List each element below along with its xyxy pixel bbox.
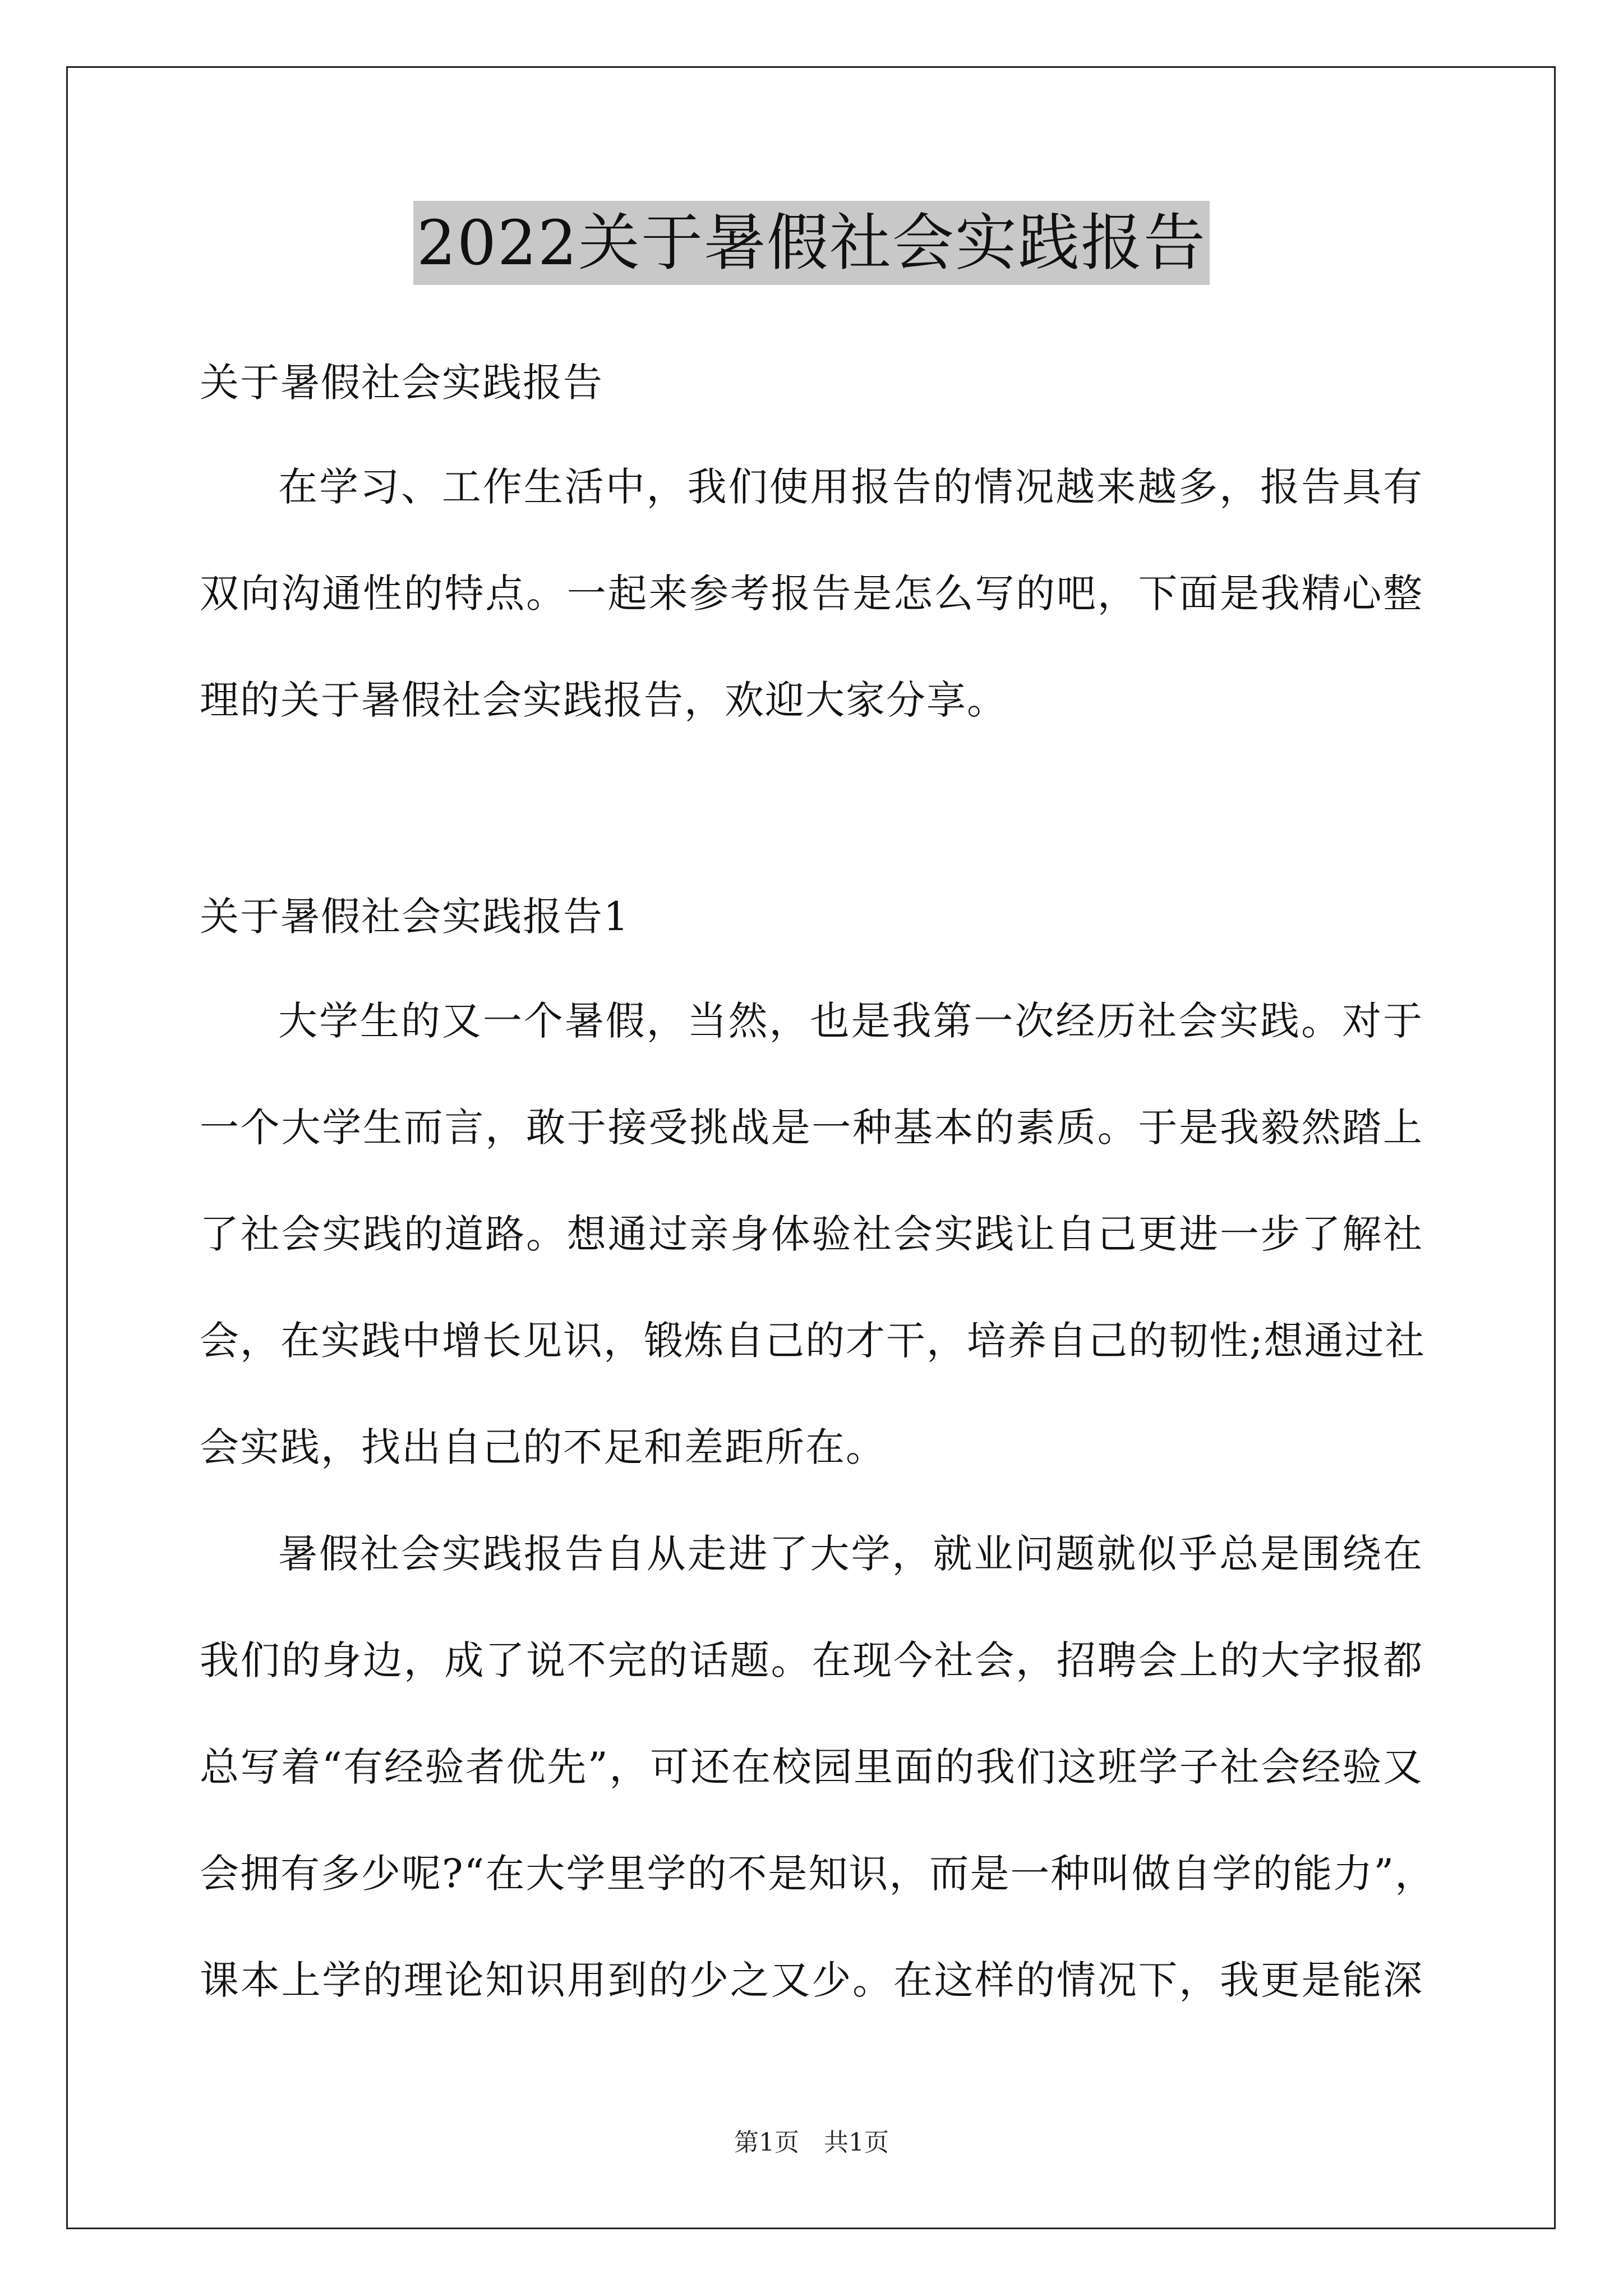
paragraph-line: 大学生的又一个暑假，当然，也是我第一次经历社会实践。对于 bbox=[278, 998, 1423, 1044]
paragraph-2 bbox=[200, 1528, 1436, 2061]
paragraph-1 bbox=[200, 995, 1426, 1528]
paragraph-line: 暑假社会实践报告自从走进了大学，就业问题就似乎总是围绕在 bbox=[278, 1531, 1423, 1577]
intro-paragraph bbox=[200, 461, 1423, 781]
document-subtitle bbox=[200, 357, 1423, 463]
intro-line: 双向沟通性的特点。一起来参考报告是怎么写的吧，下面是我精心整 bbox=[200, 570, 1423, 616]
paragraph-line: 了社会实践的道路。想通过亲身体验社会实践让自己更进一步了解社 bbox=[200, 1211, 1423, 1257]
paragraph-line: 会拥有多少呢?“在大学里学的不是知识，而是一种叫做自学的能力”， bbox=[200, 1851, 1436, 1897]
paragraph-line: 我们的身边，成了说不完的话题。在现今社会，招聘会上的大字报都 bbox=[200, 1637, 1423, 1683]
section-heading bbox=[200, 891, 1423, 997]
paragraph-line: 会，在实践中增长见识，锻炼自己的才干，培养自己的韧性;想通过社 bbox=[200, 1318, 1426, 1364]
title-container bbox=[0, 201, 1623, 285]
paragraph-line: 总写着“有经验者优先”，可还在校园里面的我们这班学子社会经验又 bbox=[200, 1744, 1423, 1790]
document-title: 2022关于暑假社会实践报告 bbox=[413, 201, 1210, 285]
paragraph-line: 一个大学生而言，敢于接受挑战是一种基本的素质。于是我毅然踏上 bbox=[200, 1105, 1423, 1151]
paragraph-line: 会实践，找出自己的不足和差距所在。 bbox=[200, 1424, 886, 1470]
page-footer: 第1页 共1页 bbox=[734, 2128, 889, 2157]
subtitle-line: 关于暑假社会实践报告 bbox=[200, 360, 603, 406]
intro-line: 在学习、工作生活中，我们使用报告的情况越来越多，报告具有 bbox=[278, 464, 1423, 510]
section-heading-line: 关于暑假社会实践报告1 bbox=[200, 894, 630, 940]
paragraph-line: 课本上学的理论知识用到的少之又少。在这样的情况下，我更是能深 bbox=[200, 1957, 1423, 2003]
intro-line: 理的关于暑假社会实践报告，欢迎大家分享。 bbox=[200, 677, 1007, 723]
